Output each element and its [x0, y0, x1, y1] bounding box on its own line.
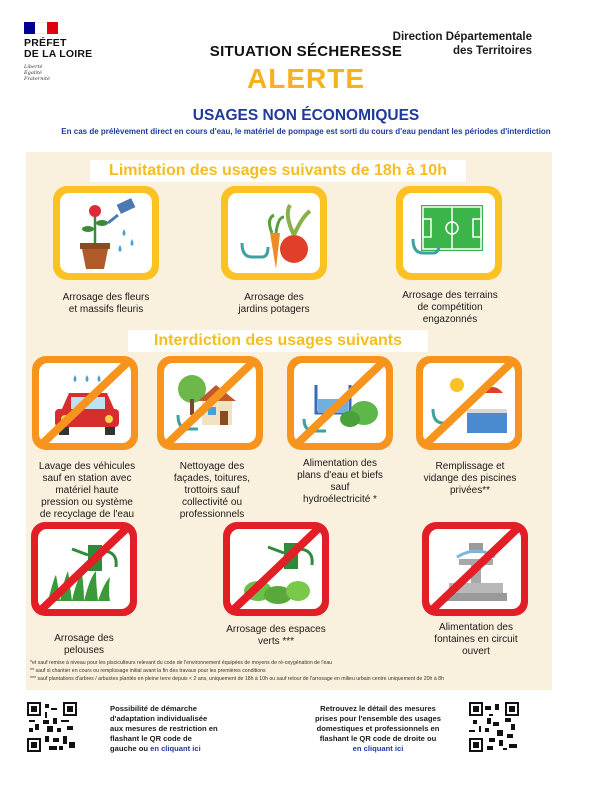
- footnote-3: *** sauf plantations d'arbres / arbustes plantés en pleine terre depuis < 2 ans, uniquement de 18h à 10h ou sauf retour de l'arrosage en milieu urbain centre uniquement de 20h à 8h: [30, 676, 444, 682]
- flowers-watering-label: Arrosage des fleurs et massifs fleuris: [62, 292, 150, 315]
- fountain-label: Alimentation des fontaines en circuit ouvert: [434, 622, 518, 657]
- sports-field-label: Arrosage des terrains de compétition engazonnés: [402, 290, 498, 325]
- green-spaces-label: Arrosage des espaces verts ***: [226, 624, 326, 647]
- footnote-2: ** sauf si chantier en cours ou remplissage initial avant la fin des travaux pour les premières conditions: [30, 668, 266, 674]
- house-cleaning-label: Nettoyage des façades, toitures, trottoirs sauf collectivité ou professionnels: [173, 461, 251, 520]
- pond-filling-icon: [287, 356, 393, 450]
- lawn-watering-icon: [31, 522, 137, 616]
- section-title: USAGES NON ÉCONOMIQUES: [192, 107, 420, 124]
- logo-line-2: DE LA LOIRE: [24, 48, 93, 60]
- house-cleaning-icon: [157, 356, 263, 450]
- details-link[interactable]: en cliquant ici: [352, 744, 404, 753]
- section-subtitle: En cas de prélèvement direct en cours d'eau, le matériel de pompage est sorti du cours d'eau pendant les périodes d'interdiction: [61, 127, 551, 136]
- vegetable-garden-icon: [221, 186, 327, 280]
- pond-filling-label: Alimentation des plans d'eau et biefs sauf hydroélectricité *: [297, 458, 383, 505]
- logo-line-1: PRÉFET: [24, 37, 67, 49]
- adaptation-link[interactable]: en cliquant ici: [150, 744, 201, 753]
- vegetable-garden-label: Arrosage des jardins potagers: [238, 292, 310, 315]
- details-info: Retrouvez le détail des mesures prises pour l'ensemble des usages domestiques et professionnels en flashant le QR code de droite ou en cliquant ici: [302, 704, 454, 754]
- republic-motto: Liberté Égalité Fraternité: [24, 64, 50, 82]
- footnote-1: *et sauf remise à niveau pour les pisciculteurs relevant du code de l'environnement équipées de moyens de ré-oxygénation de l'eau: [30, 660, 333, 666]
- sports-field-icon: [396, 186, 502, 280]
- flowers-watering-icon: [53, 186, 159, 280]
- qr-code-right[interactable]: [469, 702, 519, 752]
- qr-code-left[interactable]: [27, 702, 77, 752]
- french-flag-icon: [24, 22, 58, 34]
- interdiction-banner: Interdiction des usages suivants: [128, 330, 428, 352]
- pool-filling-icon: [416, 356, 522, 450]
- limitation-banner: Limitation des usages suivants de 18h à 10h: [90, 160, 466, 182]
- fountain-icon: [422, 522, 528, 616]
- car-wash-label: Lavage des véhicules sauf en station avec matériel haute pression ou système de recyclage de l'eau: [38, 461, 136, 520]
- situation-title: SITUATION SÉCHERESSE: [209, 43, 403, 60]
- green-spaces-icon: [223, 522, 329, 616]
- alert-level: ALERTE: [247, 63, 365, 94]
- ddt-title: Direction Départementale des Territoires: [392, 31, 532, 57]
- pool-filling-label: Remplissage et vidange des piscines privées**: [423, 461, 517, 496]
- adaptation-info: Possibilité de démarche d'adaptation individualisée aux mesures de restriction en flashant le QR code de gauche ou en cliquant ici: [110, 704, 218, 753]
- car-wash-icon: [32, 356, 138, 450]
- lawn-watering-label: Arrosage des pelouses: [54, 633, 114, 656]
